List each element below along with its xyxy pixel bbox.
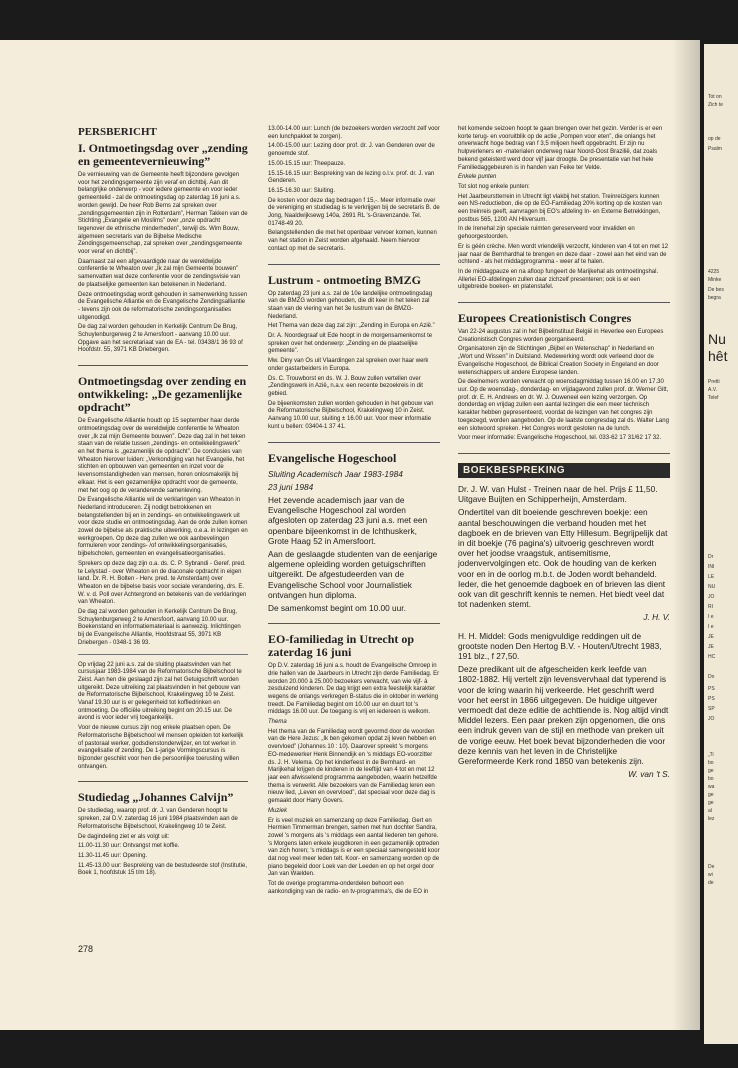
paragraph: Tot de overige programma-onderdelen behoort een aankondiging van de radio- en tv-programma's, die de EO in [268,881,429,895]
paragraph: De kosten voor deze dag bedragen f 15,-. Meer informatie over de vereniging en studiedag is te verkrijgen bij de secretaris B. de Jong, Naaldwijksewg 140a, 2691 RL 's-Gravenzande. Tel. 01748-49 20. [268,197,440,227]
paragraph: Mw. Diny van Os uit Vlaardingen zal spreken over haar werk onder gastarbeiders in Europa. [268,358,429,372]
next-page-fragment: A.V. [708,387,717,393]
paragraph: Voor de nieuwe cursus zijn nog enkele plaatsen open. De Reformatorische Bijbelschool wil mensen opleiden tot kerkelijk of pastoraal werker, godsdienstonderwijzer, en tot werker in evangelisatie of zending. De 1-jarige Vormingscursus is bijzonder geschikt voor hen die persoonlijke toerusting willen ontvangen. [78,725,244,770]
paragraph: Er is géén crèche. Men wordt vriendelijk verzocht, kinderen van 4 tot en met 12 jaar naar de Bernhardhal te brengen en deze daar - zowel aan het eind van de ochtend - als het middagprogramma - weer af te halen. [458,243,669,266]
article-body-congres [458,329,670,443]
next-page-fragment: I e [708,624,714,630]
paragraph: het komende seizoen hoopt te gaan brengen over het gezin. Verder is er een korte terug- en vooruitblik op de actie „Pompen voor eten”, die onlangs het onverwacht hoge bedrag van f 3,5 miljoen heeft opgebracht. Er zijn nu hulpverleners en -materialen onderweg naar Noord-Oost Brazilië, dat zoals bekend geteisterd werd door vijf jaar droogte. De presentatie van het hele Familiedaggebeuren is in handen van Feike ter Velde. [458,126,663,171]
paragraph: De studiedag, waarop prof. dr. J. van Genderen hoopt te spreken, zal D.V. zaterdag 16 juni 1984 plaatsvinden aan de Reformatorische Bijbelschool, Krakelingweg 10 te Zeist. [78,808,238,830]
schedule-line: 11.45-13.00 uur: Bespreking van de bestudeerde stof (Institutie, Boek 1, hoofdstuk 15 t/m 18). [78,862,247,877]
paragraph: Het thema van de Familiedag wordt gevormd door de woorden van de Here Jezus: „Ik ben gekomen opdat zij leven hebben en overvloed” (Johannes 10 : 10). Daarover spreekt 's morgens EO-medewerker Henk Binnendijk en 's middags EO-voorzitter ds. J. H. Velema. Op het kinderfeest in de Bernhard- en Marijkehal krijgen de kinderen in de leeftijd van 4 tot en met 12 jaar een afwisselend programma aangeboden, waarin hetzelfde thema is verwerkt. Alle bezoekers van de Familiedag leren een nieuw lied, „Leven en overvloed”, dat speciaal voor deze dag is gemaakt door Harry Govers. [268,728,438,805]
review-body: Ondertitel van dit boeiende geschreven boekje: een aantal beschouwingen die verband houden met het dagboek en de brieven van Etty Hillesum. Begrijpelijk dat in dit boekje (76 pagina's) uitvoerig geschreven wordt over het joodse vraagstuk, antisemitisme, jodenvervolgingen etc. Ook de houding van de kerken voor en in de oorlog m.b.t. de Joden wordt behandeld. Ieder, die het genoemde dagboek en of brieven las dient ook van dit geschrift kennis te nemen. Het biedt veel dat tot nadenken stemt. [458,507,668,610]
next-page-fragment: LE [708,574,715,580]
next-page-fragment: Nu [708,331,726,347]
divider [458,302,670,303]
paragraph: Er is veel muziek en samenzang op deze Familiedag. Gert en Hermien Timmerman brengen, samen met hun dochter Sandra, zowel 's morgens als 's middags een aantal liederen ten gehore. 's Morgens laten enkele jeugdkoren in een gezamenlijk optreden van zich horen; 's middags is er een speciaal samengesteld koor dat nog veel meer leden telt. Koor- en samenzang worden op de piano begeleid door Loek van der Leeden en op het orgel door Jan van Wælden. [268,817,440,878]
paragraph: De Evangelische Alliantie wil de verklaringen van Wheaton in Nederland introduceren. Zij nodigt betrokkenen en belangstellenden bij en in zendings- en ontwikkelingswerk uit voor deze studie en ontmoetingsdag. Aan de orde zullen komen zowel de bijbelse als praktische uitwerking, o.e.a. in lezingen en werkgroepen. Op deze dag zullen we ook aanbevelingen formuleren voor zendings- /of ontwikkelingsorganisaties, bijbelscholen, gemeenten en evangelisatieorganisaties. [78,497,248,558]
schedule-line: 16.15-16.30 uur: Sluiting. [268,187,336,194]
next-page-fragment: begra [708,295,721,301]
column-3 [458,126,670,782]
next-page-fragment: 4225 [708,269,720,275]
paragraph: In de Irenehal zijn speciale ruimten gereserveerd voor invaliden en gehoorgestoorden. [458,226,635,241]
paragraph: Dr. A. Noordegraaf uit Ede hoopt in de morgensamenkomst te spreken over het onderwerp: „Zending en de plaatselijke gemeente”. [268,333,433,355]
next-page-fragment: Pretti [708,379,720,385]
review-signature: J. H. V. [643,612,670,623]
paragraph: De samenkomst begint om 10.00 uur. [268,602,406,613]
divider [268,442,440,443]
paragraph: De dag zal worden gehouden in Kerkelijk Centrum De Brug, Schuylenburgerweg 2 te Amersfoort, aanvang 10.00 uur. Boekenstand en informatiemateriaal is aanwezig. Inlichtingen bij de Evangelische Alliantie, Hoofdstraat 55, 3971 KB Driebergen - 0348-1 36 93. [78,609,241,646]
next-page-fragment: RI [708,604,713,610]
paragraph: Belangstellenden die met het openbaar vervoer komen, kunnen van het station in Zeist worden afgehaald. Neem hiervoor contact op met de secretaris. [268,230,437,252]
paragraph: Het Thema van deze dag zal zijn: „Zending in Europa en Azië.” [268,323,435,330]
article-body-hogeschool [268,469,440,614]
schedule-line: 11.00-11.30 uur: Ontvangst met koffie. [78,843,180,850]
page-gutter-shadow [672,40,700,1030]
subhead-thema: Thema [268,719,287,726]
section-label-persbericht: PERSBERICHT [78,126,157,138]
divider [78,781,248,782]
paragraph: Het Jaarbeurstterrein in Utrecht ligt vlakbij het station. Treinreizigers kunnen een NS-reductiebon, die op de EO-Familiedag 20% korting op de kosten van een treinreis geeft, aanvragen bij EO's afdeling In- en Externe Betrekkingen, postbus 565, 1200 AN Hilversum. [458,193,662,223]
paragraph: Tot slot nog enkele punten: [458,183,530,190]
next-page-fragment: bo [708,760,714,766]
review-intro: H. H. Middel: Gods menigvuldige reddingen uit de grootste noden Den Hertog B.V. - Houten/Utrecht 1983, 191 blz., f 27,50. [458,630,662,661]
paragraph: Het zevende academisch jaar van de Evangelische Hogeschool zal worden afgesloten op zaterdag 23 juni a.s. met een openbare bijeenkomst in de Ichthuskerk, Grote Haag 52 in Amersfoort. [268,494,428,546]
next-page-fragment: wi [708,872,713,878]
next-page-fragment: NU [708,584,716,590]
paragraph: Organisatoren zijn de Stichtingen „Bijbel en Wetenschap” in Nederland en „Wort und Wissen” in Duitsland. Medewerking wordt ook verleend door de Evangelische Hogeschool, de Biblical Creation Society in Engeland en door wetenschappers uit andere Europese landen. [458,346,659,376]
paragraph: Op D.V. zaterdag 16 juni a.s. houdt de Evangelische Omroep in drie hallen van de Jaarbeurs in Utrecht zijn derde Familiedag. Er worden 20.000 à 25.000 bezoekers verwacht, van wie vijf- à zesduizend kinderen. De dag krijgt een extra feestelijk karakter wegens de onlangs verkregen B-status die in oktober in werking treedt. De Familiedag begint om 10.00 uur en duurt tot 's middags 16.00 uur. De toegang is vrij en iedereen is welkom. [268,663,440,716]
paragraph: In de middagpauze en na afloop fungeert de Marijkehal als ontmoetingshal. Allerlei EO-afdelingen zullen daar zichzelf presenteren; ook is er een uitgebreide boeken- en platenstafel. [458,268,659,291]
article-body-familiedag-cont [458,126,670,292]
next-page-fragment: INI [708,564,715,570]
article-body-bijbelschool [78,662,248,772]
paragraph: Van 22-24 augustus zal in het Bijbelinstituut België in Heverlee een Europees Creationistisch Congres worden georganiseerd. [458,329,664,343]
article-body-calvijn-cont [268,126,440,254]
paragraph: De Evangelische Alliantie houdt op 15 september haar derde ontmoetingsdag over de wereldwijde conferentie te Wheaton over „Ik zal mijn Gemeente bouwen”. Deze dag zal in het teken staan van de relatie tussen „zendings- en ontwikkelingswerk” en het thema is „gezamenlijk de opdracht”. De conclusies van Wheaton hierover luiden: „Verkondiging van het Evangelie, het stichten en opbouwen van gemeenten en inzet voor de levensomstandigheden van mensen, horen onlosmakelijk bij elkaar. Het is een gezamenlijke opdracht voor de gemeente, met het oog op de veranderende samenleving. [78,418,246,494]
next-page-fragment: ge [708,792,714,798]
paragraph: De deelnemers worden verwacht op woensdagmiddag tussen 16.00 en 17.30 uur. Op de woensdag-, donderdag- en vrijdagavond zullen prof. dr. Werner Gitt, prof. dr. E. H. Andrews en dr. W. J. Ouweneel een lezing verzorgen. Op donderdag en vrijdag zullen een aantal lezingen die een meer technisch karakter hebben gepresenteerd, voordat de lezingen van het congres zijn toegezegd, worden aangeboden. Op de laatste congresdag zal ds. Walter Lang een slotwoord spreken. Het Congres wordt gesloten na de lunch. [458,379,669,432]
article-body-zending [78,172,248,355]
article-title-familiedag: EO-familiedag in Utrecht op zaterdag 16 juni [268,632,415,660]
paragraph: De vernieuwing van de Gemeente heeft bijzondere gevolgen voor het zendingsgemeente zijn veraf en dichtbij. Aan dit belangrijke onderwerp - voor iedere gemeente en voor ieder gemeentelid - zal de ontmoetingsdag op zaterdag 16 juni a.s. worden gewijd. De heer Rob Berns zal spreken over „zendingsgemeenten zijn in Rotterdam”, Herman Takken van de Stichting „Evangelie en Moslims” over „onze opdracht tegenover de ethnische minderheden”, terwijl ds. Wim Bouw, algemeen secretaris van de Bijbelse Medische Zendingsgemeenschap, zal spreken over „zendingsgemeente voor veraf en dichtbij”. [78,172,248,256]
paragraph: Ds. C. Trouwborst en ds. W. J. Bouw zullen vertellen over „Zendingswerk in Azië„ n.a.v. een recente bezoekreis in dit gebied. [268,375,423,397]
next-page-fragment: SP [708,706,715,712]
next-page-fragment: HC [708,654,716,660]
paragraph: Aan de geslaagde studenten van de eenjarige algemene opleiding worden getuigschriften uitgereikt. De afgestudeerden van de Evangelische School voor Journalistiek ontvangen hun diploma. [268,548,438,600]
paragraph: De dag zal worden gehouden in Kerkelijk Centrum De Brug, Schuylenburgerweg 2 te Amersfoort - aanvang 10.00 uur. Opgave aan het secretariaat van de EA - tel. 03438/1 36 93 of Hoofdstr. 55, 3971 KB Driebergen. [78,324,243,354]
next-page-fragment: hêt [708,348,728,364]
schedule-line: 11.30-11.45 uur: Opening. [78,852,148,859]
divider [78,365,248,366]
next-page-fragment: Do [708,674,715,680]
next-page-fragment: Telef [708,395,719,401]
paragraph: Sprekers op deze dag zijn o.a. ds. C. P. Sybrandi - Geref. pred. te Lelystad - over Wheaton en de diaconale opdracht in eigen land. Dr. R. H. Bolten - Herv. pred. te Amsterdam) over Wheaton en de bijbelse basis voor sociale verandering, drs. E. W. v. d. Poll over Achtergrond en betekenis van de verklaringen van Wheaton. [78,560,247,606]
paragraph: Op zaterdag 23 juni a.s. zal de 10e landelijke ontmoetingsdag van de BMZG worden gehouden, die dit keer in het teken zal staan van de viering van het 3e lustrum van de BMZG-Nederland. [268,290,433,320]
next-page-fragment: JE [708,634,714,640]
review-intro: Dr. J. W. van Hulst - Treinen naar de hel. Prijs £ 11,50. Uitgave Buijten en Schipperheijn, Amsterdam. [458,483,658,505]
article-title-bmzg: Lustrum - ontmoeting BMZG [268,272,421,287]
article-title-hogeschool: Evangelische Hogeschool [268,450,397,465]
next-page-fragment: I e [708,614,714,620]
article-title-ontwikkeling: Ontmoetingsdag over zending en ontwikkeling: „De gezamenlijke opdracht” [78,374,247,415]
paragraph: Daarnaast zal een afgevaardigde naar de wereldwijde conferentie te Wheaton over „Ik zal mijn Gemeente bouwen” samenvatten wat deze conferentie voor de zendingsvisie van de plaatselijke gemeenten kan betekenen in Nederland. [78,258,241,288]
paragraph: Deze ontmoetingsdag wordt gehouden in samenwerking tussen de Evangelische Alliantie en de Evangelische Zendingsalliantie - tevens zijn ook de reformatorische zendingsorganisaties uitgenodigd. [78,291,248,321]
review-signature: W. van 't S. [628,769,670,780]
book-review-2 [458,631,670,780]
next-page-fragment: JE [708,644,714,650]
article-body-ontwikkeling [78,418,248,647]
next-page-fragment: De [708,864,715,870]
article-body-familiedag [268,663,440,896]
article-title-congres: Europees Creationistisch Congres [458,311,632,326]
article-body-bmzg [268,291,440,432]
subhead-muziek: Muziek [268,807,288,814]
paragraph: De dagindeling ziet er als volgt uit: [78,833,170,840]
next-page-fragment: Zich te [708,102,724,108]
column-1 [78,126,248,880]
next-page-fragment: Tot on [708,94,722,100]
next-page-fragment: de [708,880,714,886]
review-body: Deze predikant uit de afgescheiden kerk leefde van 1802-1882. Hij vertelt zijn levensvervhaal dat typerend is voor de kring waarin hij verkeerde. Het geschrift werd voor het eerst in 1866 uitgegeven. De huidige uitgever vermoedt dat deze editie de achttiende is. Nog altijd vindt Middel lezers. Een paar preken zijn opgenomen, die ons een indruk geven van de stijl en methode van preken uit de vorige eeuw. Het boek bevat bijzonderheden die voor deze kennis van het leven in de Christelijke Gereformeerde Kerk rond 1850 van betekenis zijn. [458,664,669,766]
divider [268,623,440,624]
next-page-fragment: JO [708,716,715,722]
next-page-fragment: op de [708,136,721,142]
paragraph: Voor meer informatie: Evangelische Hogeschool, tel. 033-62 17 31/62 17 32. [458,435,662,442]
divider [268,264,440,265]
subtitle-date: 23 juni 1984 [268,481,314,492]
next-page-fragment: ge [708,800,714,806]
next-page-fragment: ge [708,768,714,774]
column-2 [268,126,440,899]
next-page-fragment: De bes [708,287,724,293]
next-page-fragment: „Ti [708,752,714,758]
next-page-fragment: lez [708,816,715,822]
next-page-fragment: Dr [708,554,714,560]
schedule-line: 13.00-14.00 uur: Lunch (de bezoekers worden verzocht zelf voor een lunchpakket te zorgen). [268,126,440,140]
next-page-fragment: Minke [708,277,722,283]
next-page-fragment: PS [708,686,715,692]
next-page-fragment: Psalm [708,146,722,152]
subhead-punten: Enkele punten [458,174,497,181]
book-review-1 [458,484,670,623]
schedule-line: 14.00-15.00 uur: Lezing door prof. dr. J. van Genderen over de genoemde stof. [268,143,435,158]
article-body-calvijn [78,808,248,878]
paragraph: De bijeenkomsten zullen worden gehouden in het gebouw van de Reformatorische Bijbelschool, Krakelingweg 10 in Zeist. Aanvang 10.00 uur, sluiting ± 16.00 uur. Voor meer informatie kunt u bellen: 03404-1 37 41. [268,400,434,430]
section-label-boekbespreking: BOEKBESPREKING [458,463,670,478]
next-page-fragment: JO [708,594,715,600]
subtitle: Sluiting Academisch Jaar 1983-1984 [268,468,403,479]
article-title-zending: I. Ontmoetingsdag over „zending en gemeentevernieuwing” [78,141,248,168]
divider [458,453,670,454]
page-number: 278 [78,944,94,954]
next-page-fragment: bo [708,776,714,782]
schedule-line: 15.00-15.15 uur: Theepauze. [268,160,346,167]
divider [78,654,248,655]
article-title-calvijn: Studiedag „Johannes Calvijn” [78,790,234,805]
paragraph: Op vrijdag 22 juni a.s. zal de sluiting plaatsvinden van het cursusjaar 1983-1984 van de Reformatorische Bijbelschool te Zeist. Aan hen die geslaagd zijn zal het Getuigschrift worden uitgereikt. Deze uitreiking zal plaatsvinden in het gebouw van de Reformatorische Bijbelschool, Krakelingweg 10 te Zeist. Vanaf 19.30 uur is er gelegenheid tot koffiedrinken en ontmoeting. De officiële uitreiking begint om 20.15 uur. De avond is voor ieder vrij toegankelijk. [78,661,242,722]
next-page-edge [704,44,738,1044]
next-page-fragment: wa [708,784,715,790]
magazine-page [0,40,700,1030]
schedule-line: 15.15-16.15 uur: Bespreking van de lezing o.l.v. prof. dr. J. van Genderen. [268,170,435,185]
next-page-fragment: PS [708,696,715,702]
next-page-fragment: al [708,808,712,814]
